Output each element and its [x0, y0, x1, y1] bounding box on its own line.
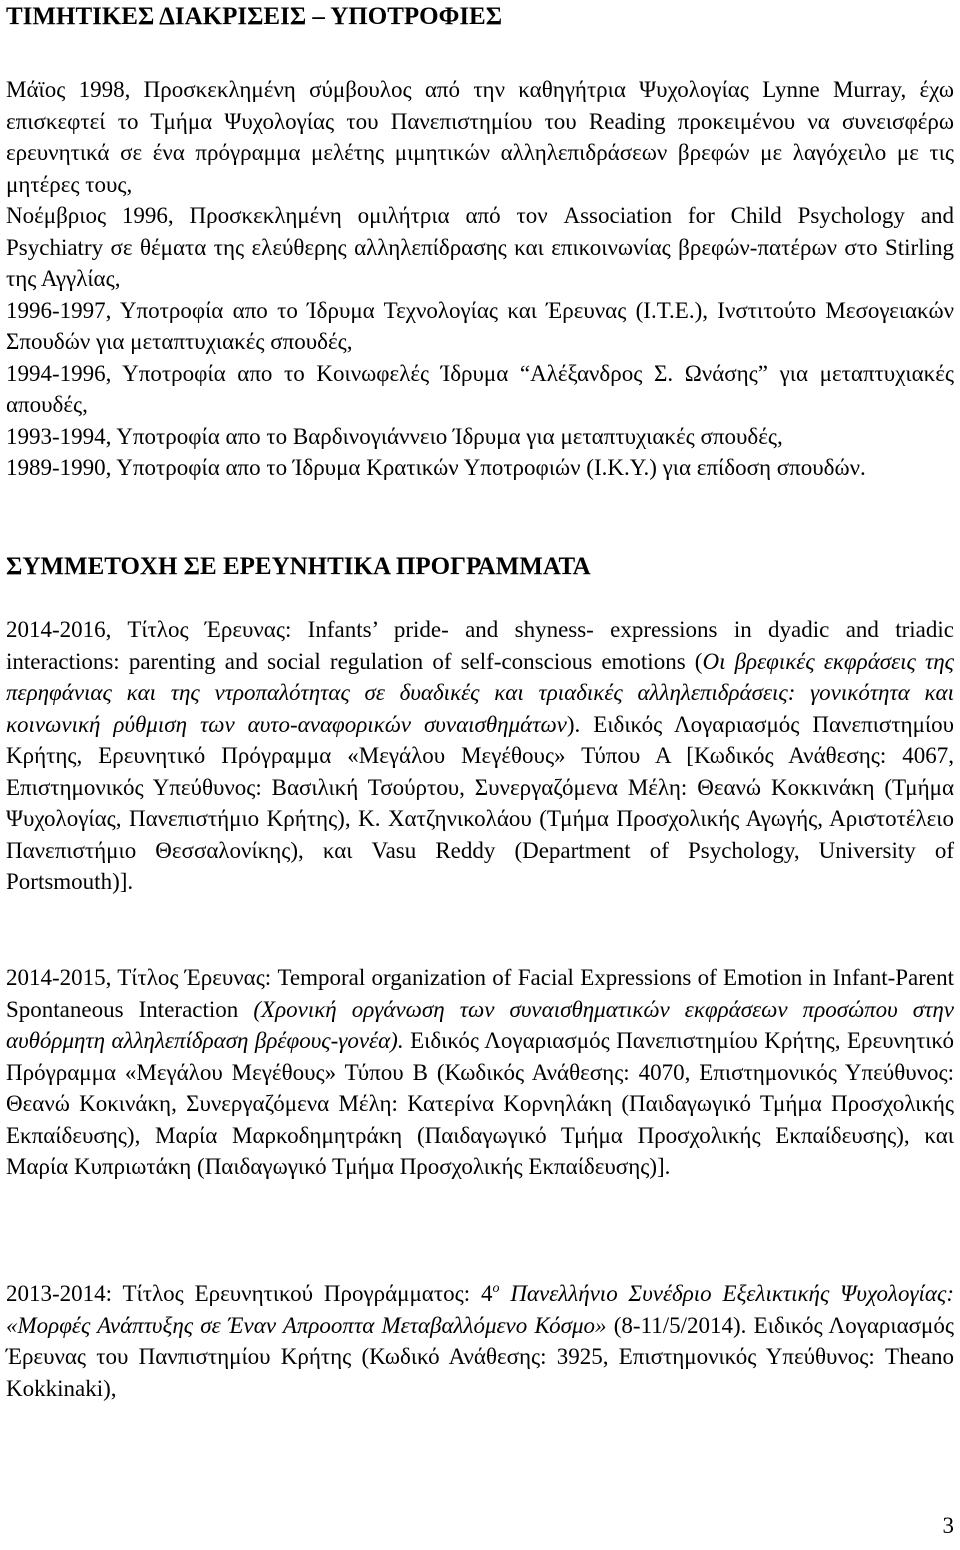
project-details: (8-11/5/2014). Ειδικός Λογαριασμός Έρευνας του Πανπιστημίου Κρήτης (Κωδικό Ανάθεσης: 3925, Επιστημονικός Υπεύθυνος: Theano Kokkinaki),	[6, 1312, 954, 1401]
project-paragraph	[6, 614, 954, 898]
project-lead: 2013-2014: Τίτλος Ερευνητικού Προγράμματος: 4	[6, 1281, 493, 1306]
honor-entry: Μάϊος 1998, Προσκεκλημένη σύμβουλος από την καθηγήτρια Ψυχολογίας Lynne Murray, έχω επισκεφτεί το Τμήμα Ψυχολογίας του Πανεπιστημίου του Reading προκειμένου να συνεισφέρω ερευνητικά σε ένα πρόγραμμα μελέτης μιμητικών αλληλεπιδράσεων βρεφών με λαγόχειλο με τις μητέρες τους,	[6, 77, 954, 197]
ordinal-superscript: ο	[492, 1281, 500, 1296]
project-entry-2014-2016	[6, 614, 954, 898]
honor-entry: Νοέμβριος 1996, Προσκεκλημένη ομιλήτρια από τον Association for Child Psychology and Psychiatry σε θέματα της ελεύθερης αλληλεπίδρασης και επικοινωνίας βρεφών-πατέρων στο Stirling της Αγγλίας,	[6, 203, 954, 291]
honors-heading: ΤΙΜΗΤΙΚΕΣ ΔΙΑΚΡΙΣΕΙΣ – ΥΠΟΤΡΟΦΙΕΣ	[6, 3, 503, 30]
greek-title-italic: Οι βρεφικές εκφράσεις της περηφάνιας και της ντροπαλότητας σε δυαδικές και τριαδικές αλληλεπιδράσεις: γονικότητα και κοινωνική ρύθμιση των αυτο-αναφορικών συναισθημάτων	[6, 648, 955, 737]
honor-entry: 1993-1994, Υποτροφία απο το Βαρδινογιάννειο Ίδρυμα για μεταπτυχιακές σπουδές,	[6, 423, 783, 449]
project-paragraph	[6, 1278, 954, 1404]
project-paragraph	[6, 962, 954, 1183]
project-details: ). Ειδικός Λογαριασμός Πανεπιστημίου Κρήτης, Ερευνητικό Πρόγραμμα «Μεγάλου Μεγέθους» Τύπου Α [Κωδικός Ανάθεσης: 4067, Επιστημονικός Υπεύθυνος: Βασιλική Τσούρτου, Συνεργαζόμενα Μέλη: Θεανώ Κοκκινάκη (Τμήμα Ψυχολογίας, Πανεπιστήμιο Κρήτης), Κ. Χατζηνικολάου (Τμήμα Προσχολικής Αγωγής, Αριστοτέλειο Πανεπιστήμιο Θεσσαλονίκης), και Vasu Reddy (Department of Psychology, University of Portsmouth)].	[6, 711, 954, 894]
greek-title-italic: (Χρονική οργάνωση των συναισθηματικών εκφράσεων προσώπου στην αυθόρμητη αλληλεπίδραση βρέφους-γονέα).	[6, 996, 955, 1053]
project-entry-2013-2014	[6, 1278, 954, 1404]
project-lead: 2014-2015, Τίτλος Έρευνας: Temporal organization of Facial Expressions of Emotion in Infant-Parent Spontaneous Interaction	[6, 965, 954, 1022]
page-number: 3	[942, 1513, 954, 1538]
project-lead: 2014-2016, Τίτλος Έρευνας: Infants’ pride- and shyness- expressions in dyadic and triadic interactions: parenting and social regulation of self-conscious emotions (	[6, 617, 954, 674]
project-entry-2014-2015	[6, 962, 954, 1183]
conference-title-italic: Πανελλήνιο Συνέδριο Εξελικτικής Ψυχολογίας: «Μορφές Ανάπτυξης σε Έναν Απροοπτα Μεταβαλλόμενο Κόσμο»	[6, 1281, 954, 1338]
project-details: Ειδικός Λογαριασμός Πανεπιστημίου Κρήτης, Ερευνητικό Πρόγραμμα «Μεγάλου Μεγέθους» Τύπου Β (Κωδικός Ανάθεσης: 4070, Επιστημονικός Υπεύθυνος: Θεανώ Κοκινάκη, Συνεργαζόμενα Μέλη: Κατερίνα Κορνηλάκη (Παιδαγωγικό Τμήμα Προσχολικής Εκπαίδευσης), Μαρία Μαρκοδημητράκη (Παιδαγωγικό Τμήμα Προσχολικής Εκπαίδευσης), και Μαρία Κυπριωτάκη (Παιδαγωγικό Τμήμα Προσχολικής Εκπαίδευσης)].	[6, 1028, 954, 1179]
projects-heading: ΣΥΜΜΕΤΟΧΗ ΣΕ ΕΡΕΥΝΗΤΙΚΑ ΠΡΟΓΡΑΜΜΑΤΑ	[6, 553, 591, 580]
honor-entry: 1989-1990, Υποτροφία απο το Ίδρυμα Κρατικών Υποτροφιών (Ι.Κ.Υ.) για επίδοση σπουδών.	[6, 455, 866, 480]
honor-entry: 1996-1997, Υποτροφία απο το Ίδρυμα Τεχνολογίας και Έρευνας (Ι.Τ.Ε.), Ινστιτούτο Μεσογειακών Σπουδών για μεταπτυχιακές σπουδές,	[6, 297, 954, 354]
honor-entry: 1994-1996, Υποτροφία απο το Κοινωφελές Ίδρυμα “Αλέξανδρος Σ. Ωνάσης” για μεταπτυχιακές απουδές,	[6, 360, 954, 417]
honors-list	[6, 74, 954, 484]
